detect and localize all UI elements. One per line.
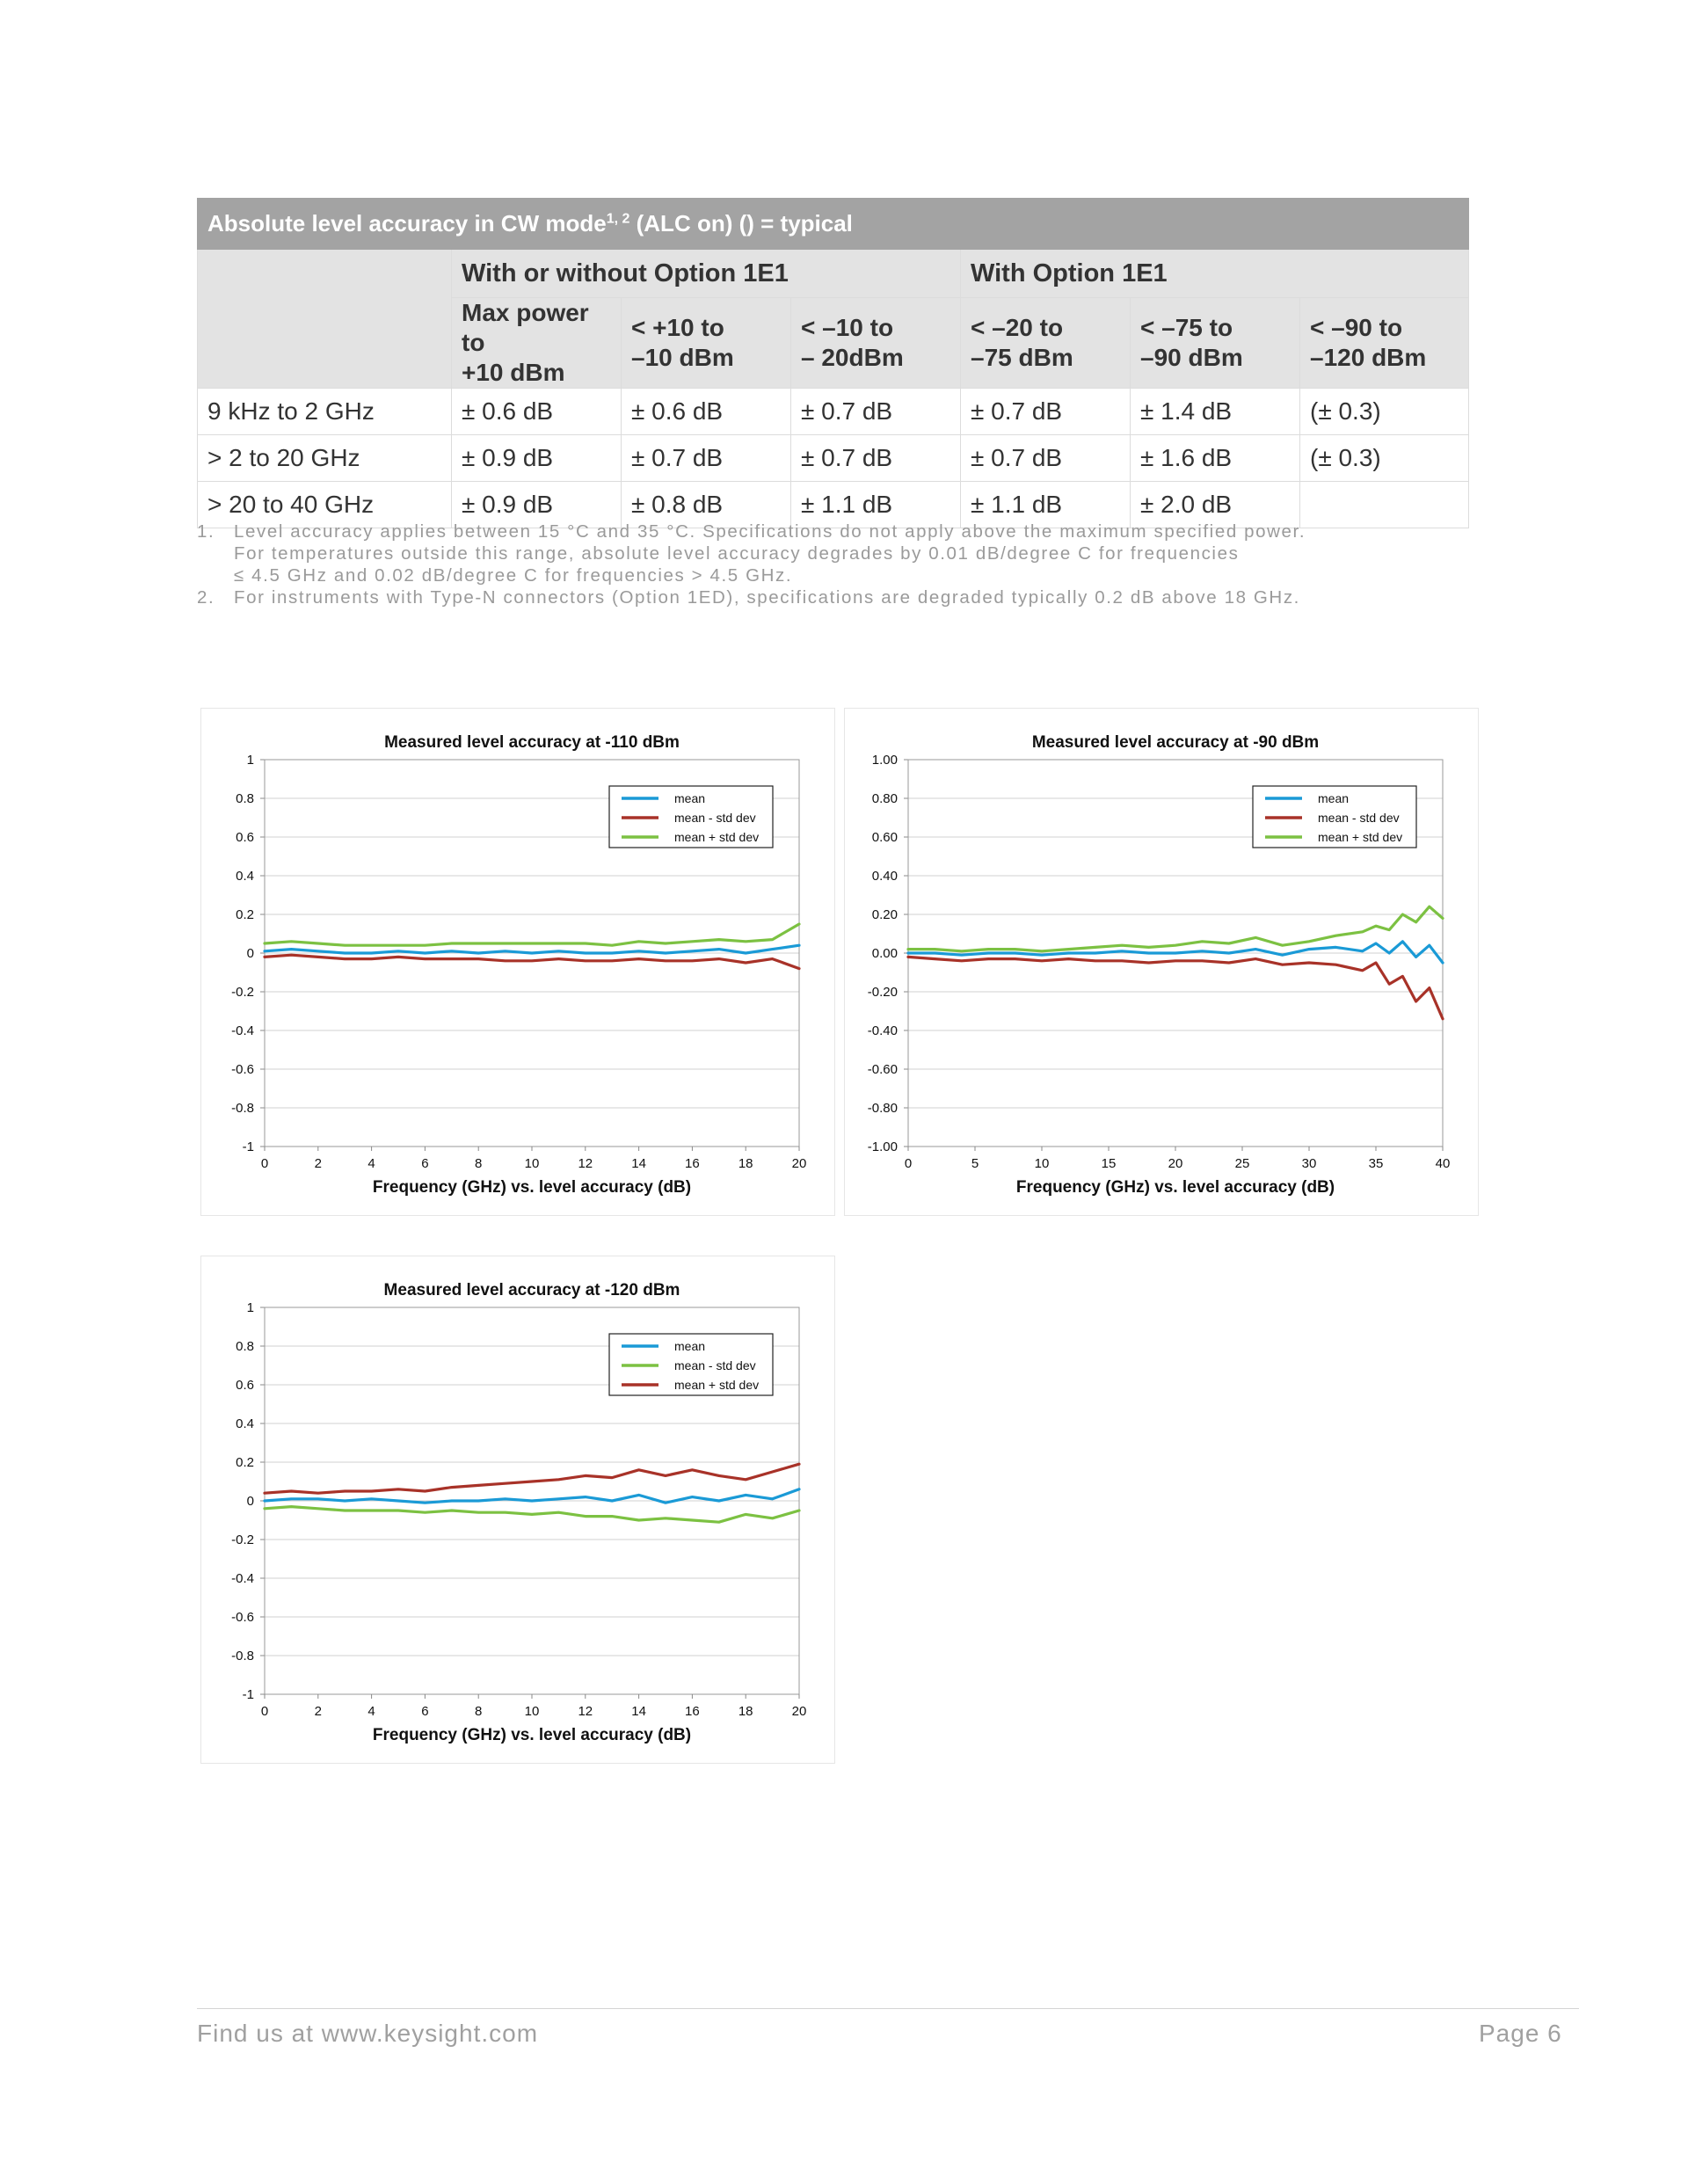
chart-level-accuracy-120dbm [201,1256,834,1763]
table-corner-cell [198,250,452,389]
x-tick-label: 20 [791,1704,807,1719]
x-tick-label: 35 [1368,1156,1384,1171]
column-header [791,298,961,389]
group-header: With or without Option 1E1 [452,250,961,298]
column-header [961,298,1131,389]
y-tick-label: -0.8 [231,1101,254,1116]
x-tick-label: 5 [971,1156,979,1171]
column-header-line: < –90 to [1310,314,1403,341]
x-tick-label: 15 [1101,1156,1117,1171]
column-header [1131,298,1300,389]
row-label: 9 kHz to 2 GHz [198,389,452,435]
series-line-mean-plus-std [265,1464,799,1493]
y-tick-label: 0.20 [871,907,898,922]
x-tick-label: 8 [475,1704,483,1719]
column-header-line: –75 dBm [971,344,1073,371]
x-tick-label: 20 [1168,1156,1183,1171]
table-cell: ± 0.6 dB [452,389,622,435]
legend-label: mean - std dev [674,1358,756,1372]
footnote-line: ≤ 4.5 GHz and 0.02 dB/degree C for frequencies > 4.5 GHz. [234,565,793,586]
y-tick-label: -0.4 [231,1023,254,1038]
y-tick-label: 1 [246,753,254,768]
table-title: Absolute level accuracy in CW mode$^{1, 2}$ (ALC on) () = typical [198,199,1469,250]
page-number: Page 6 [1479,2020,1562,2047]
y-tick-label: 0.60 [871,830,898,845]
x-tick-label: 4 [367,1704,375,1719]
column-header-line: < –20 to [971,314,1064,341]
y-tick-label: 0.6 [236,1378,254,1393]
table-cell: ± 0.6 dB [622,389,791,435]
y-tick-label: -0.2 [231,985,254,1000]
y-tick-label: 0.80 [871,791,898,806]
y-tick-label: 0.2 [236,907,254,922]
y-tick-label: -1.00 [867,1139,898,1154]
x-tick-label: 14 [631,1704,646,1719]
column-header-line: –120 dBm [1310,344,1427,371]
series-line-mean-minus-std [265,1507,799,1523]
row-label: > 20 to 40 GHz [198,482,452,528]
legend-label: mean + std dev [674,1378,760,1392]
y-tick-label: -0.40 [867,1023,898,1038]
x-tick-label: 18 [738,1704,753,1719]
column-header [1300,298,1469,389]
legend-label: mean - std dev [1318,811,1400,825]
table-cell: ± 0.9 dB [452,482,622,528]
table-cell: ± 1.4 dB [1131,389,1300,435]
legend-label: mean [674,1339,706,1353]
series-line-mean-plus-std [908,906,1443,951]
series-line-mean-minus-std [908,957,1443,1018]
footnote-number: 1. [197,521,215,542]
column-header-line: < +10 to [631,314,724,341]
table-row [198,389,1469,435]
x-axis-label: Frequency (GHz) vs. level accuracy (dB) [372,1726,692,1744]
table-cell: ± 0.7 dB [961,389,1131,435]
table-cell: ± 0.9 dB [452,435,622,482]
y-tick-label: 0 [246,1494,254,1509]
x-tick-label: 0 [260,1704,269,1719]
footnote-line: For temperatures outside this range, absolute level accuracy degrades by 0.01 dB/degree C for frequencies [234,543,1240,564]
table-cell: ± 0.7 dB [791,389,961,435]
y-tick-label: 1 [246,1300,254,1315]
x-tick-label: 12 [578,1704,593,1719]
footer-divider [197,2008,1579,2009]
legend-label: mean [1318,791,1350,805]
y-tick-label: -0.8 [231,1649,254,1663]
y-tick-label: -1 [242,1687,254,1702]
footnote-text [234,521,1468,586]
y-tick-label: 0.4 [236,1416,254,1431]
column-header [622,298,791,389]
table-cell: ± 0.7 dB [791,435,961,482]
footer-website-link[interactable]: Find us at www.keysight.com [197,2020,539,2047]
y-tick-label: 0.00 [871,946,898,961]
footnote-number: 2. [197,587,215,608]
x-tick-label: 10 [1034,1156,1050,1171]
legend-label: mean + std dev [674,830,760,844]
table-cell: ± 0.7 dB [961,435,1131,482]
y-tick-label: 0 [246,946,254,961]
level-accuracy-table [197,198,1469,528]
y-tick-label: -0.60 [867,1062,898,1077]
y-tick-label: 0.8 [236,1339,254,1354]
y-tick-label: 0.40 [871,869,898,884]
x-axis-label: Frequency (GHz) vs. level accuracy (dB) [372,1178,692,1197]
table-cell: ± 1.1 dB [791,482,961,528]
x-tick-label: 30 [1301,1156,1317,1171]
group-header: With Option 1E1 [961,250,1469,298]
x-tick-label: 18 [738,1156,753,1171]
x-tick-label: 10 [524,1156,540,1171]
x-tick-label: 6 [421,1704,429,1719]
chart-level-accuracy-110dbm [201,709,834,1215]
footnotes [197,521,1468,608]
footnote-line: Level accuracy applies between 15 °C and 35 °C. Specifications do not apply above the maximum specified power. [234,521,1306,542]
column-header [452,298,622,389]
chart-panel [200,708,835,1216]
y-tick-label: 0.2 [236,1455,254,1470]
table-row [198,435,1469,482]
x-tick-label: 16 [685,1156,700,1171]
chart-panel [200,1256,835,1764]
y-tick-label: -0.2 [231,1532,254,1547]
table-cell: ± 1.6 dB [1131,435,1300,482]
table-cell: ± 2.0 dB [1131,482,1300,528]
series-line-mean-plus-std [265,924,799,945]
column-header-line: Max power to [462,299,589,356]
x-tick-label: 16 [685,1704,700,1719]
x-tick-label: 2 [314,1156,322,1171]
chart-title: Measured level accuracy at -120 dBm [383,1281,680,1299]
x-tick-label: 25 [1234,1156,1250,1171]
y-tick-label: -0.20 [867,985,898,1000]
column-header-line: –10 dBm [631,344,734,371]
legend-label: mean [674,791,706,805]
chart-level-accuracy-90dbm [845,709,1478,1215]
y-tick-label: 0.8 [236,791,254,806]
x-tick-label: 4 [367,1156,375,1171]
y-tick-label: 0.6 [236,830,254,845]
table-cell: ± 0.8 dB [622,482,791,528]
table-cell: (± 0.3) [1300,389,1469,435]
column-header-line: < –75 to [1140,314,1233,341]
y-tick-label: -0.4 [231,1571,254,1586]
legend-label: mean + std dev [1318,830,1403,844]
x-tick-label: 20 [791,1156,807,1171]
chart-panel [844,708,1479,1216]
x-tick-label: 40 [1435,1156,1451,1171]
y-tick-label: -0.80 [867,1101,898,1116]
x-tick-label: 10 [524,1704,540,1719]
chart-title: Measured level accuracy at -110 dBm [384,733,680,752]
x-tick-label: 8 [475,1156,483,1171]
column-header-line: +10 dBm [462,359,565,386]
row-label: > 2 to 20 GHz [198,435,452,482]
y-tick-label: -1 [242,1139,254,1154]
column-header-line: < –10 to [801,314,894,341]
footnote-line: For instruments with Type-N connectors (Option 1ED), specifications are degraded typically 0.2 dB above 18 GHz. [234,587,1300,608]
y-tick-label: 1.00 [871,753,898,768]
table-cell: ± 0.7 dB [622,435,791,482]
table-title-superscript: 1, 2 [606,211,630,227]
x-axis-label: Frequency (GHz) vs. level accuracy (dB) [1015,1178,1335,1197]
table-cell: (± 0.3) [1300,435,1469,482]
x-tick-label: 0 [260,1156,269,1171]
chart-title: Measured level accuracy at -90 dBm [1031,733,1320,752]
series-line-mean-minus-std [265,955,799,968]
footnote [197,586,1468,608]
x-tick-label: 6 [421,1156,429,1171]
legend-label: mean - std dev [674,811,756,825]
column-header-line: –90 dBm [1140,344,1243,371]
footnote [197,521,1468,586]
x-tick-label: 0 [904,1156,913,1171]
y-tick-label: -0.6 [231,1062,254,1077]
x-tick-label: 2 [314,1704,322,1719]
footnote-text [234,586,1468,608]
y-tick-label: 0.4 [236,869,254,884]
column-header-line: – 20dBm [801,344,904,371]
table-cell: ± 1.1 dB [961,482,1131,528]
x-tick-label: 14 [631,1156,646,1171]
y-tick-label: -0.6 [231,1610,254,1625]
x-tick-label: 12 [578,1156,593,1171]
